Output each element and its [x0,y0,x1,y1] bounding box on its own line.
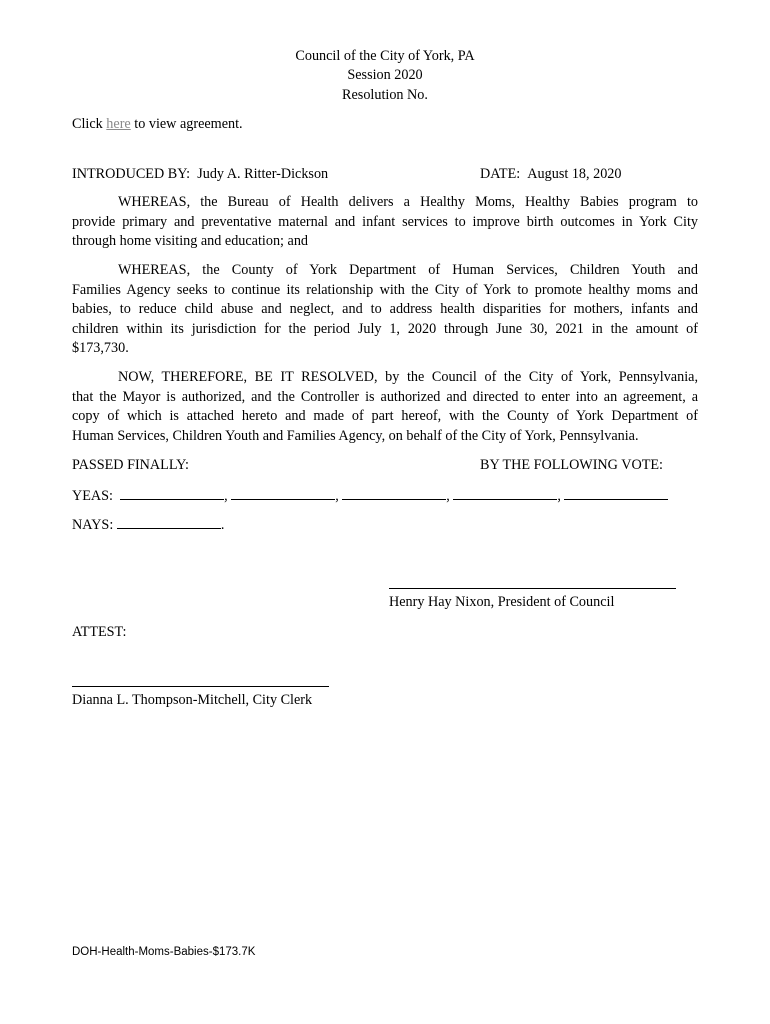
agreement-link[interactable]: here [106,116,131,132]
resolution-number: Resolution No. [342,87,428,103]
introduced-by [72,165,328,185]
introduced-label: INTRODUCED BY: [72,166,191,182]
nay-blank [117,514,221,529]
yea-separator: , [557,488,561,504]
passed-finally-label: PASSED FINALLY: [72,457,189,473]
session-title: Session 2020 [347,67,423,83]
nay-period: . [220,517,225,533]
yea-blank [453,485,557,500]
yea-blank [342,485,446,500]
paragraph-line: children within its jurisdiction for the period July 1, 2020 through June 30, 2021 in the amount of [72,320,698,337]
president-name: Henry Hay Nixon, President of Council [389,594,615,610]
paragraph-line: that the Mayor is authorized, and the Controller is authorized and directed to enter into an agreement, a [72,388,698,405]
date-label: DATE: [480,166,521,182]
yeas-line [72,485,668,507]
yea-separator: , [224,488,228,504]
introducer-name: Judy A. Ritter-Dickson [197,166,329,182]
click-line [72,115,243,135]
whereas-paragraph-2 [72,261,698,359]
council-title: Council of the City of York, PA [295,48,475,64]
nays-label: NAYS: [72,517,114,533]
clerk-name: Dianna L. Thompson-Mitchell, City Clerk [72,692,313,708]
click-suffix: to view agreement. [130,116,243,132]
paragraph-line: through home visiting and education; and [72,233,309,249]
paragraph-line: Families Agency seeks to continue its relationship with the City of York to promote healthy moms and [72,281,698,298]
date-value: August 18, 2020 [527,166,622,182]
paragraph-line: provide primary and preventative maternal and infant services to improve birth outcomes in York City [72,213,698,230]
whereas-paragraph-1 [72,193,698,252]
paragraph-line: WHEREAS, the Bureau of Health delivers a Healthy Moms, Healthy Babies program to [118,194,698,210]
resolved-paragraph [72,368,698,446]
yea-blank [231,485,335,500]
paragraph-line: $173,730. [72,340,129,356]
yea-separator: , [446,488,450,504]
paragraph-line: Human Services, Children Youth and Families Agency, on behalf of the City of York, Pennsylvania. [72,427,639,444]
president-signature-line [389,588,676,589]
paragraph-line: WHEREAS, the County of York Department of Human Services, Children Youth and [118,262,698,278]
attest-label: ATTEST: [72,624,127,640]
nays-line [72,514,224,536]
resolution-date [480,165,622,185]
paragraph-line: copy of which is attached hereto and made of part hereof, with the County of York Department of [72,408,698,424]
clerk-signature-line [72,686,329,687]
paragraph-line: babies, to reduce child abuse and neglect, and to address health disparities for mothers, infants and [72,301,698,317]
click-prefix: Click [72,116,107,132]
yea-blank [564,485,668,500]
following-vote-label: BY THE FOLLOWING VOTE: [480,457,663,473]
yeas-label: YEAS: [72,488,113,504]
document-footer: DOH-Health-Moms-Babies-$173.7K [72,946,256,958]
yea-blank [120,485,224,500]
yea-separator: , [335,488,339,504]
paragraph-line: NOW, THEREFORE, BE IT RESOLVED, by the Council of the City of York, Pennsylvania, [118,369,698,385]
